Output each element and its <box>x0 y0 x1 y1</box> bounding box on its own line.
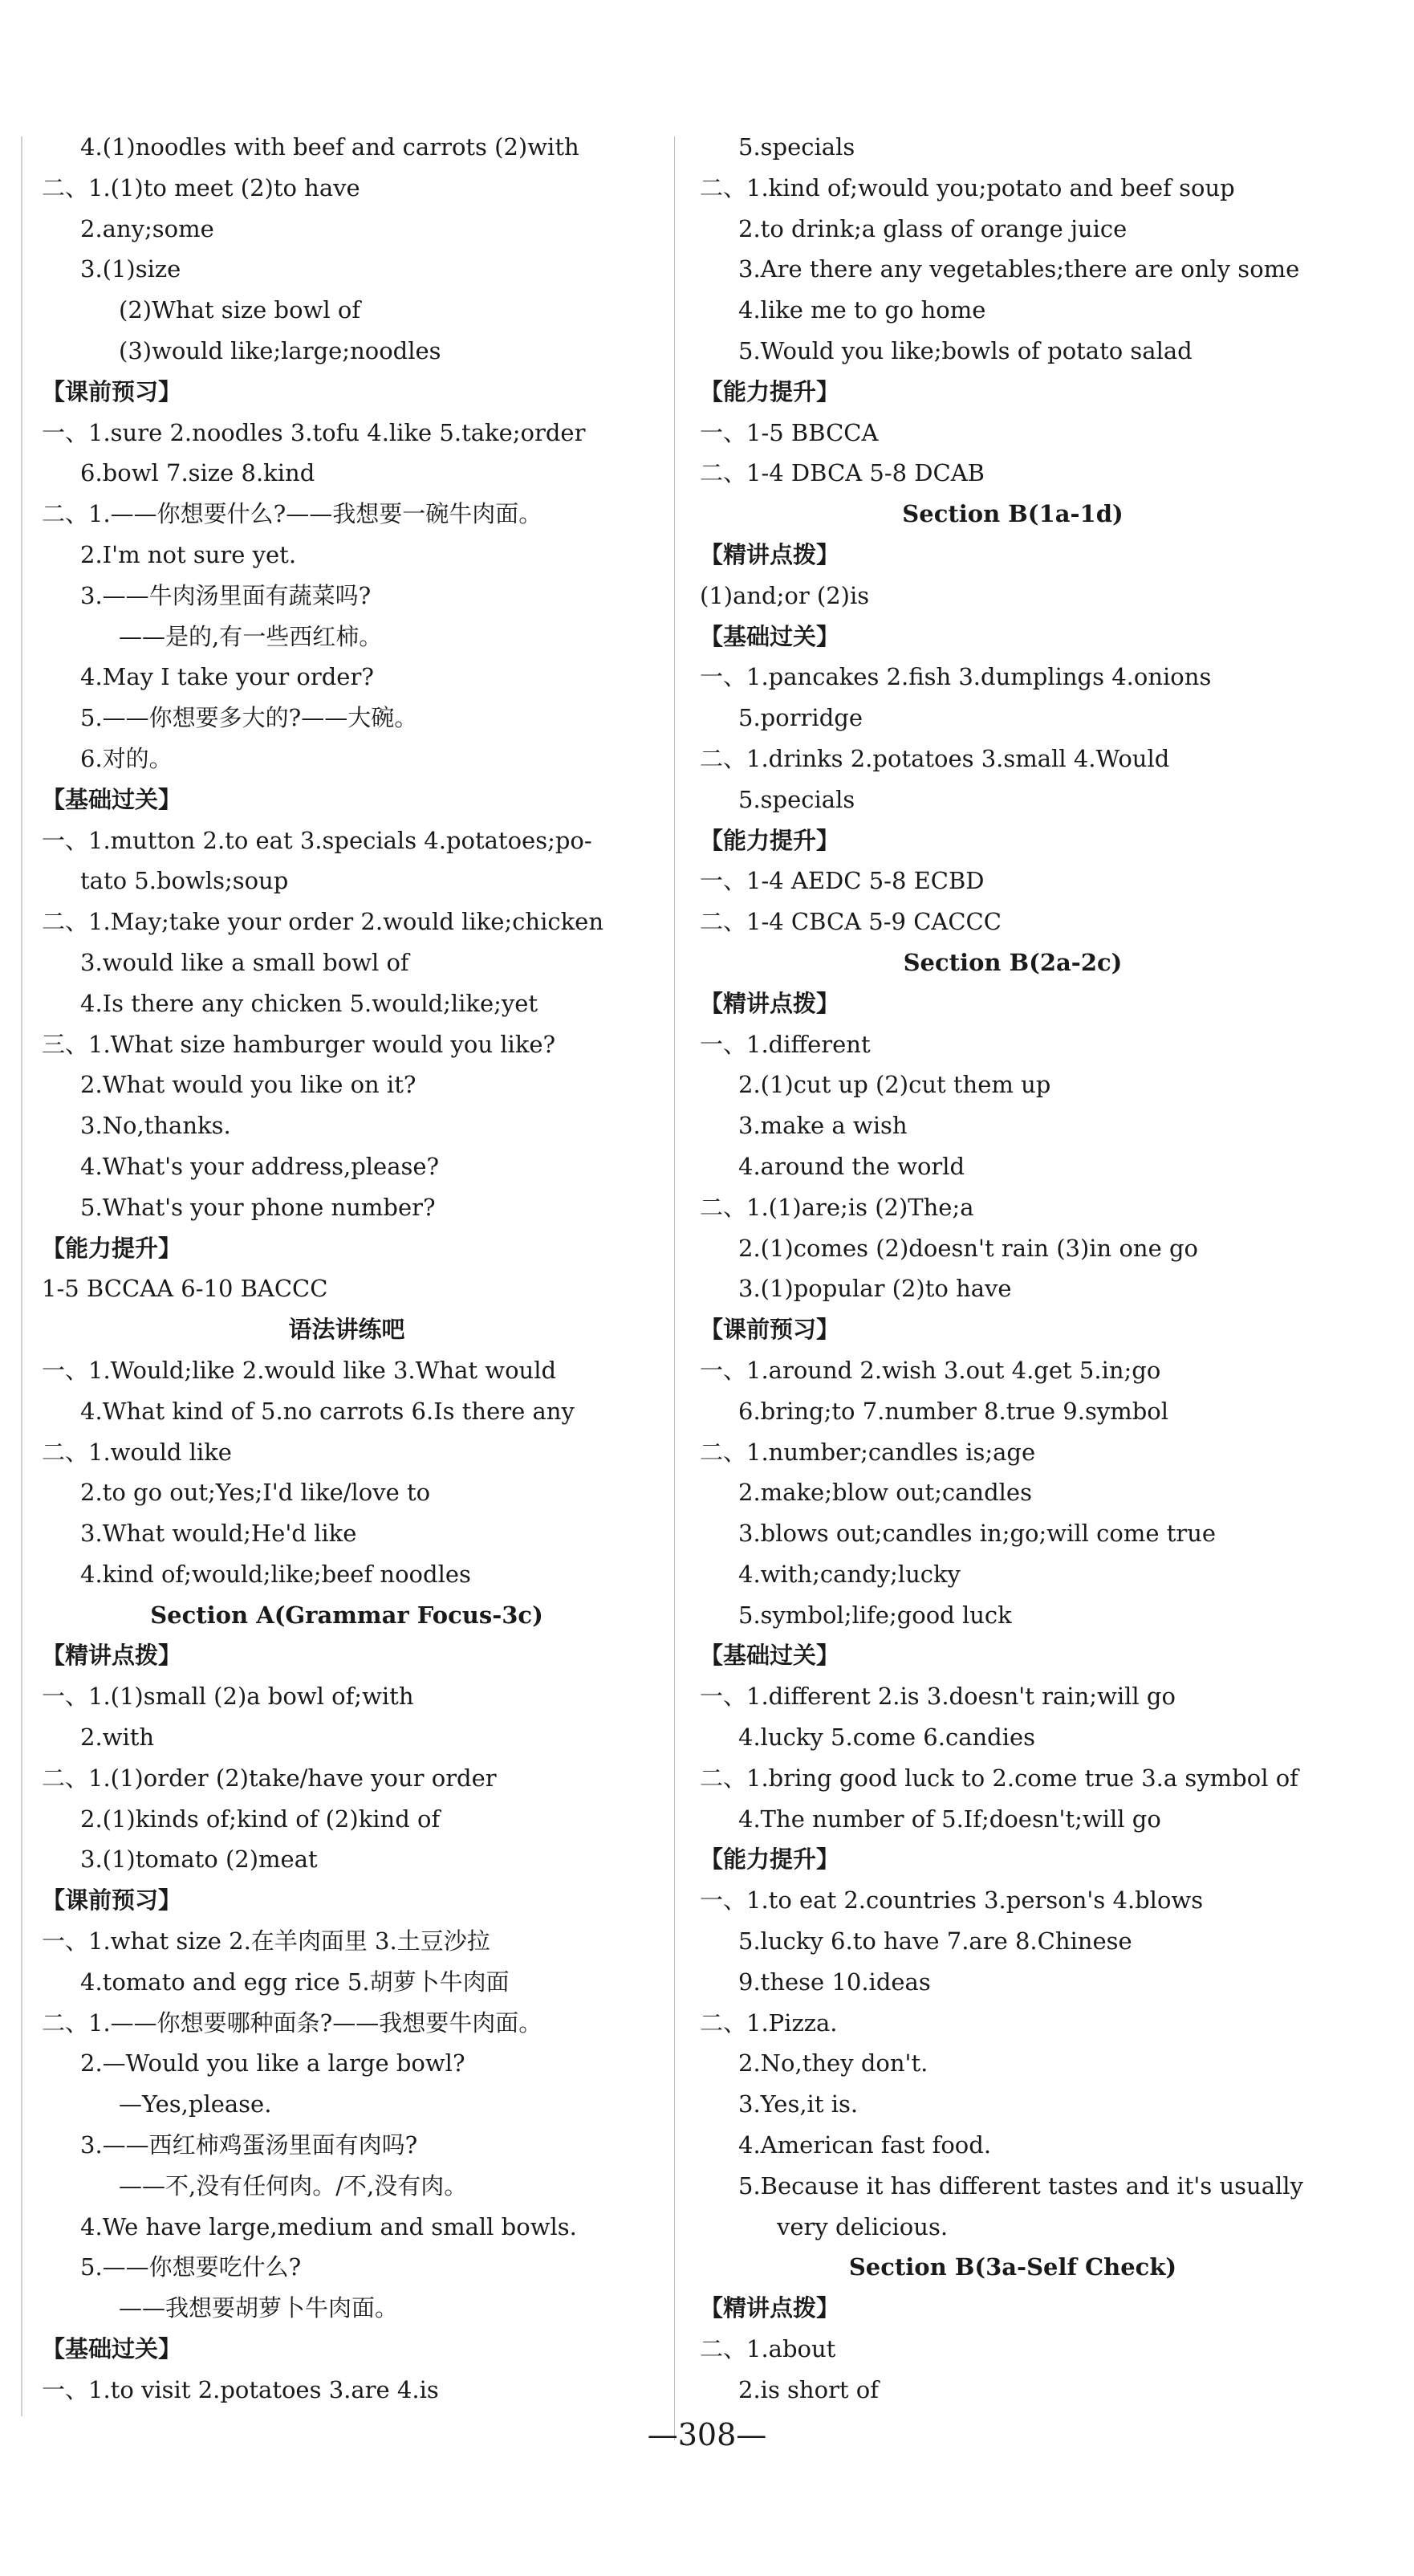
section-heading: 【基础过关】 <box>42 2335 182 2363</box>
section-heading: 【精讲点拨】 <box>700 2294 840 2322</box>
answer-line: 二、1.number;candles is;age <box>700 1438 1036 1466</box>
answer-line: 二、1.kind of;would you;potato and beef soup <box>700 173 1235 201</box>
answer-line: 二、1.(1)are;is (2)The;a <box>700 1193 974 1221</box>
page-edge-line <box>21 136 22 2416</box>
answer-line: 2.—Would you like a large bowl? <box>80 2049 465 2077</box>
section-heading: 【基础过关】 <box>700 622 840 650</box>
answer-line: 一、1.mutton 2.to eat 3.specials 4.potatoes;po- <box>42 826 592 854</box>
answer-line: 4.May I take your order? <box>80 663 374 691</box>
answer-line: 一、1.around 2.wish 3.out 4.get 5.in;go <box>700 1356 1161 1384</box>
answer-line: 二、1.——你想要什么?——我想要一碗牛肉面。 <box>42 500 542 528</box>
answer-line: 5.What's your phone number? <box>80 1193 436 1221</box>
answer-line: 4.with;candy;lucky <box>738 1560 961 1588</box>
answer-line: 2.I'm not sure yet. <box>80 540 297 568</box>
right-answer-column <box>700 127 1326 2411</box>
answer-line: 5.——你想要吃什么? <box>80 2253 302 2281</box>
answer-line: 3.Are there any vegetables;there are only some <box>738 255 1300 283</box>
answer-line: 二、1.(1)order (2)take/have your order <box>42 1764 497 1792</box>
section-heading: 【基础过关】 <box>42 785 182 813</box>
answer-line: 6.对的。 <box>80 744 173 772</box>
answer-line: 三、1.What size hamburger would you like? <box>42 1030 556 1058</box>
answer-line: very delicious. <box>777 2212 949 2240</box>
answer-line: 6.bring;to 7.number 8.true 9.symbol <box>738 1397 1169 1425</box>
answer-line: 4.What's your address,please? <box>80 1152 440 1180</box>
answer-line: ——是的,有一些西红柿。 <box>119 622 383 650</box>
answer-line: 一、1.what size 2.在羊肉面里 3.土豆沙拉 <box>42 1927 490 1955</box>
answer-line: 二、1.(1)to meet (2)to have <box>42 173 360 201</box>
unit-title: Section B(3a-Self Check) <box>848 2253 1177 2281</box>
answer-line: 4.Is there any chicken 5.would;like;yet <box>80 989 538 1017</box>
answer-line: 2.to drink;a glass of orange juice <box>738 214 1128 242</box>
answer-line: 一、1.to eat 2.countries 3.person's 4.blows <box>700 1886 1204 1915</box>
answer-line: 3.make a wish <box>738 1112 908 1140</box>
answer-line: 2.with <box>80 1723 155 1752</box>
answer-line: (2)What size bowl of <box>119 296 361 324</box>
unit-title: Section B(2a-2c) <box>903 948 1123 976</box>
section-heading: 【能力提升】 <box>700 377 840 405</box>
answer-line: 二、1-4 DBCA 5-8 DCAB <box>700 459 985 487</box>
answer-line: 二、1.would like <box>42 1438 232 1466</box>
answer-line: 5.lucky 6.to have 7.are 8.Chinese <box>738 1927 1132 1955</box>
answer-line: 二、1-4 CBCA 5-9 CACCC <box>700 908 1002 936</box>
answer-line: 2.make;blow out;candles <box>738 1479 1032 1507</box>
column-divider <box>674 136 675 2440</box>
answer-line: 一、1.sure 2.noodles 3.tofu 4.like 5.take;order <box>42 418 586 446</box>
section-heading: 【能力提升】 <box>700 1846 840 1874</box>
answer-line: 5.——你想要多大的?——大碗。 <box>80 704 418 732</box>
answer-line: 二、1.——你想要哪种面条?——我想要牛肉面。 <box>42 2008 542 2037</box>
answer-line: 3.(1)size <box>80 255 181 283</box>
section-heading: 【基础过关】 <box>700 1642 840 1670</box>
answer-line: 4.tomato and egg rice 5.胡萝卜牛肉面 <box>80 1968 510 1996</box>
answer-line: 2.to go out;Yes;I'd like/love to <box>80 1479 431 1507</box>
answer-line: 5.specials <box>738 785 855 813</box>
section-heading: 【课前预习】 <box>42 1886 182 1915</box>
answer-line: 1-5 BCCAA 6-10 BACCC <box>42 1275 328 1303</box>
answer-line: 3.Yes,it is. <box>738 2090 859 2118</box>
answer-line: 一、1-5 BBCCA <box>700 418 879 446</box>
section-heading: 【精讲点拨】 <box>700 989 840 1017</box>
answer-line: 4.What kind of 5.no carrots 6.Is there any <box>80 1397 575 1425</box>
answer-line: —Yes,please. <box>119 2090 272 2118</box>
answer-line: 2.(1)kinds of;kind of (2)kind of <box>80 1805 441 1833</box>
answer-line: 3.No,thanks. <box>80 1112 231 1140</box>
answer-line: 3.would like a small bowl of <box>80 948 409 976</box>
answer-line: 5.Would you like;bowls of potato salad <box>738 336 1193 364</box>
unit-title: 语法讲练吧 <box>288 1316 405 1344</box>
unit-title: Section A(Grammar Focus-3c) <box>150 1601 543 1629</box>
answer-line: 3.(1)tomato (2)meat <box>80 1846 318 1874</box>
answer-line: ——我想要胡萝卜牛肉面。 <box>119 2294 399 2322</box>
answer-line: 2.What would you like on it? <box>80 1071 416 1099</box>
answer-line: 4.like me to go home <box>738 296 986 324</box>
answer-line: 一、1.to visit 2.potatoes 3.are 4.is <box>42 2375 439 2403</box>
answer-line: 5.symbol;life;good luck <box>738 1601 1012 1629</box>
section-heading: 【能力提升】 <box>42 1234 182 1262</box>
answer-line: 4.We have large,medium and small bowls. <box>80 2212 577 2240</box>
answer-line: 3.blows out;candles in;go;will come true <box>738 1520 1217 1548</box>
left-answer-column <box>42 127 652 2411</box>
answer-line: 2.is short of <box>738 2375 879 2403</box>
unit-title: Section B(1a-1d) <box>902 500 1123 528</box>
answer-line: 4.lucky 5.come 6.candies <box>738 1723 1036 1752</box>
section-heading: 【精讲点拨】 <box>700 540 840 568</box>
answer-line: 一、1.different <box>700 1030 871 1058</box>
answer-line: 5.specials <box>738 133 855 161</box>
answer-line: 二、1.bring good luck to 2.come true 3.a symbol of <box>700 1764 1298 1792</box>
answer-line: 2.No,they don't. <box>738 2049 928 2077</box>
answer-line: 6.bowl 7.size 8.kind <box>80 459 315 487</box>
section-heading: 【能力提升】 <box>700 826 840 854</box>
answer-line: 2.any;some <box>80 214 214 242</box>
section-heading: 【课前预习】 <box>700 1316 840 1344</box>
answer-line: 3.——西红柿鸡蛋汤里面有肉吗? <box>80 2131 418 2159</box>
answer-line: 二、1.Pizza. <box>700 2008 838 2037</box>
answer-line: 4.around the world <box>738 1152 965 1180</box>
answer-line: 3.(1)popular (2)to have <box>738 1275 1012 1303</box>
answer-line: 一、1.different 2.is 3.doesn't rain;will go <box>700 1683 1176 1711</box>
answer-line: 2.(1)cut up (2)cut them up <box>738 1071 1051 1099</box>
section-heading: 【精讲点拨】 <box>42 1642 182 1670</box>
answer-line: 一、1.Would;like 2.would like 3.What would <box>42 1356 557 1384</box>
answer-line: 3.——牛肉汤里面有蔬菜吗? <box>80 581 372 609</box>
answer-line: ——不,没有任何肉。/不,没有肉。 <box>119 2171 468 2200</box>
page-number: —308— <box>647 2417 767 2452</box>
answer-line: (1)and;or (2)is <box>700 581 870 609</box>
answer-line: 二、1.drinks 2.potatoes 3.small 4.Would <box>700 744 1170 772</box>
answer-line: 二、1.May;take your order 2.would like;chicken <box>42 908 604 936</box>
answer-line: 4.The number of 5.If;doesn't;will go <box>738 1805 1161 1833</box>
answer-line: 4.American fast food. <box>738 2131 992 2159</box>
answer-line: 二、1.about <box>700 2335 836 2363</box>
answer-line: 一、1.(1)small (2)a bowl of;with <box>42 1683 414 1711</box>
answer-line: 4.kind of;would;like;beef noodles <box>80 1560 471 1588</box>
answer-line: 一、1.pancakes 2.fish 3.dumplings 4.onions <box>700 663 1212 691</box>
section-heading: 【课前预习】 <box>42 377 182 405</box>
answer-line: (3)would like;large;noodles <box>119 336 441 364</box>
answer-line: 3.What would;He'd like <box>80 1520 357 1548</box>
answer-line: 9.these 10.ideas <box>738 1968 931 1996</box>
answer-line: 2.(1)comes (2)doesn't rain (3)in one go <box>738 1234 1198 1262</box>
answer-line: tato 5.bowls;soup <box>80 867 289 895</box>
answer-line: 一、1-4 AEDC 5-8 ECBD <box>700 867 985 895</box>
answer-line: 5.porridge <box>738 704 863 732</box>
answer-line: 5.Because it has different tastes and it's usually <box>738 2171 1303 2200</box>
answer-line: 4.(1)noodles with beef and carrots (2)with <box>80 133 579 161</box>
